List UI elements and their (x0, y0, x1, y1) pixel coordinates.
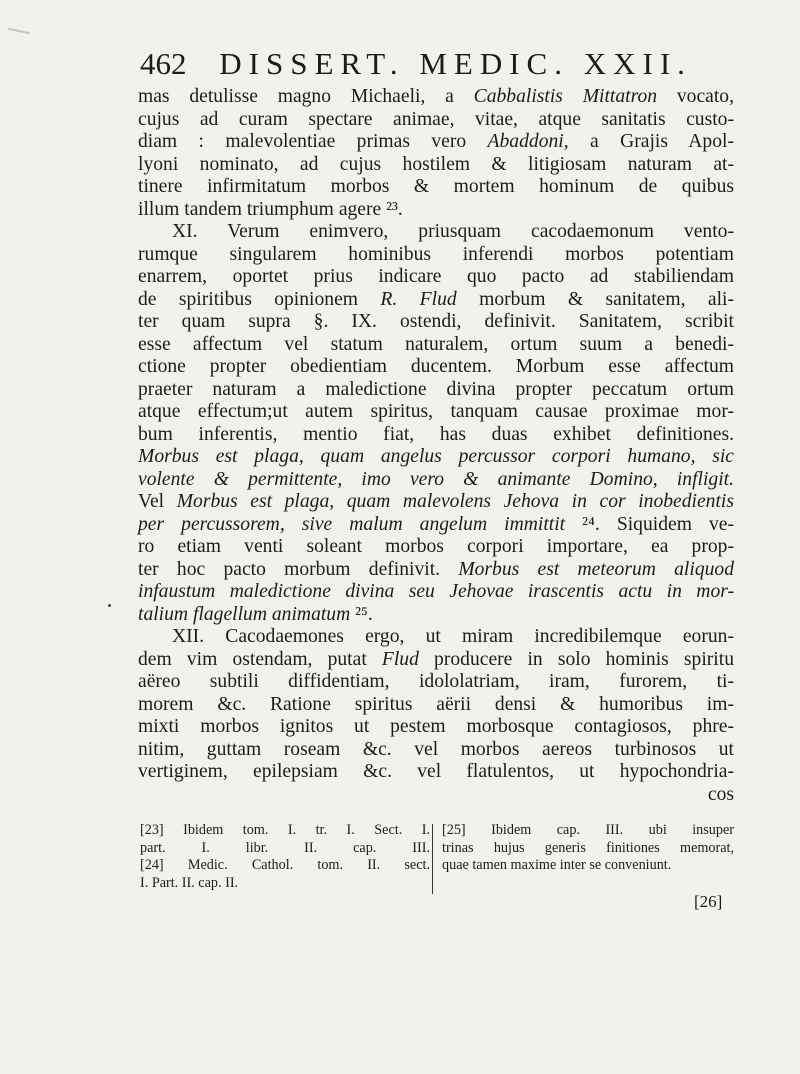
italic-span: Abaddoni (487, 131, 564, 152)
italic-span: Flud (381, 648, 419, 670)
italic-span: volente & permittente, imo vero & animante Domino, infligit. (138, 468, 734, 490)
text-line (138, 86, 734, 109)
text-line (138, 536, 734, 559)
text-line (138, 491, 734, 514)
text-span: atque effectum;ut autem spiritus, tanquam causae proximae mor- (138, 401, 734, 422)
text-line (138, 244, 734, 267)
text-span: nitim, guttam roseam &c. vel morbos aereos turbinosos ut (138, 738, 734, 760)
footnote-line: trinas hujus generis finitiones memorat, (442, 839, 734, 856)
text-span: illum tandem triumphum agere ²³. (138, 198, 403, 220)
text-line (138, 401, 734, 424)
text-line (138, 469, 734, 492)
text-span: aëreo subtili diffidentiam, idololatriam, iram, furorem, ti- (138, 671, 734, 692)
text-line (138, 716, 734, 739)
italic-span: per percussorem, sive malum angelum immittit (138, 513, 566, 535)
text-span: tinere infirmitatum morbos & mortem hominum de quibus (138, 176, 734, 197)
italic-span: Cabbalistis Mittatron (473, 86, 658, 107)
text-line (138, 581, 734, 604)
footnote-line: I. Part. II. cap. II. (140, 874, 239, 891)
text-line (138, 514, 734, 537)
text-line (138, 266, 734, 289)
text-line (138, 334, 734, 357)
text-span: morem &c. Ratione spiritus aërii densi & humoribus im- (138, 693, 734, 715)
text-line (138, 424, 734, 447)
text-span: ter quam supra §. IX. ostendi, definivit. Sanitatem, scribit (138, 311, 734, 332)
text-span: vertiginem, epilepsiam &c. vel flatulentos, ut hypochondria- (138, 761, 734, 782)
text-span: praeter naturam a maledictione divina propter peccatum ortum (138, 378, 734, 400)
text-line (138, 784, 734, 807)
text-span: mas detulisse magno Michaeli, a (138, 86, 474, 107)
text-line (138, 109, 734, 132)
running-title: DISSERT. MEDIC. XXII. (219, 46, 692, 81)
footnotes-right (442, 822, 734, 875)
text-span: XII. Cacodaemones ergo, ut miram incredibilemque eorun- (172, 626, 734, 647)
italic-span: R. Flud (380, 288, 457, 310)
footnote-line: [23] Ibidem tom. I. tr. I. Sect. I. (140, 822, 430, 838)
italic-span: talium flagellum animatum (138, 603, 351, 625)
text-line (138, 604, 734, 627)
text-span: producere in solo hominis spiritu (418, 648, 734, 670)
main-text (138, 86, 734, 806)
text-span: dem vim ostendam, putat (138, 648, 382, 670)
text-span: XI. Verum enimvero, priusquam cacodaemonum vento- (172, 221, 734, 242)
text-line (138, 694, 734, 717)
text-span: enarrem, oportet prius indicare quo pacto ad stabiliendam (138, 266, 734, 287)
footnote-line: [24] Medic. Cathol. tom. II. sect. (140, 857, 430, 873)
footnote-line: [25] Ibidem cap. III. ubi insuper (442, 822, 734, 838)
text-span: mixti morbos ignitos ut pestem morbosque contagiosos, phre- (138, 716, 734, 737)
italic-span: Morbus est plaga, quam angelus percussor corpori humano, sic (138, 446, 734, 467)
text-line (138, 221, 734, 244)
italic-span: Morbus est plaga, quam malevolens Jehova in cor inobedientis (176, 491, 734, 512)
text-line (138, 289, 734, 312)
text-span: bum inferentis, mentio fiat, has duas exhibet definitiones. (138, 423, 734, 445)
text-span: morbum & sanitatem, ali- (456, 288, 734, 310)
text-span: de spiritibus opinionem (138, 288, 381, 310)
italic-span: Morbus est meteorum aliquod (458, 558, 735, 580)
text-span: ²⁴. Siquidem ve- (565, 513, 734, 535)
footnote-line: part. I. libr. II. cap. III. (140, 839, 430, 856)
text-span: Vel (138, 491, 177, 512)
text-span: esse affectum vel statum naturalem, ortum suum a benedi- (138, 333, 734, 355)
text-line (138, 649, 734, 672)
text-span: ro etiam venti soleant morbos corpori importare, ea prop- (138, 536, 734, 557)
text-line (138, 671, 734, 694)
text-line (138, 626, 734, 649)
text-line (138, 131, 734, 154)
ink-smudge (8, 28, 30, 35)
text-line (138, 761, 734, 784)
text-line (138, 739, 734, 762)
text-span: ²⁵. (350, 603, 373, 625)
text-line (138, 356, 734, 379)
text-line (138, 154, 734, 177)
italic-span: infaustum maledictione divina seu Jehovae irascentis actu in mor- (138, 581, 734, 602)
text-line (138, 311, 734, 334)
text-line (138, 176, 734, 199)
catchword: [26] (694, 892, 723, 911)
text-span: cujus ad curam spectare animae, vitae, atque sanitatis custo- (138, 108, 734, 130)
text-span: ctione propter obedientiam ducentem. Morbum esse affectum (138, 356, 734, 377)
text-span: lyoni nominato, ad cujus hostilem & litigiosam naturam at- (138, 153, 734, 175)
text-line (138, 446, 734, 469)
margin-mark (108, 604, 111, 607)
text-span: rumque singularem hominibus inferendi morbos potentiam (138, 243, 734, 265)
text-line (138, 379, 734, 402)
text-span: ter hoc pacto morbum definivit. (138, 558, 459, 580)
text-span: , a Grajis Apol- (563, 131, 734, 152)
footnotes-left (140, 822, 430, 892)
text-span: cos (707, 783, 734, 805)
text-span: vocato, (657, 86, 734, 107)
text-line (138, 559, 734, 582)
text-line (138, 199, 734, 222)
footnote-line: quae tamen maxime inter se conveniunt. (442, 857, 672, 873)
running-header (140, 46, 740, 82)
footnote-divider (432, 824, 433, 894)
text-span: diam : malevolentiae primas vero (138, 131, 488, 152)
page-number: 462 (140, 46, 187, 81)
